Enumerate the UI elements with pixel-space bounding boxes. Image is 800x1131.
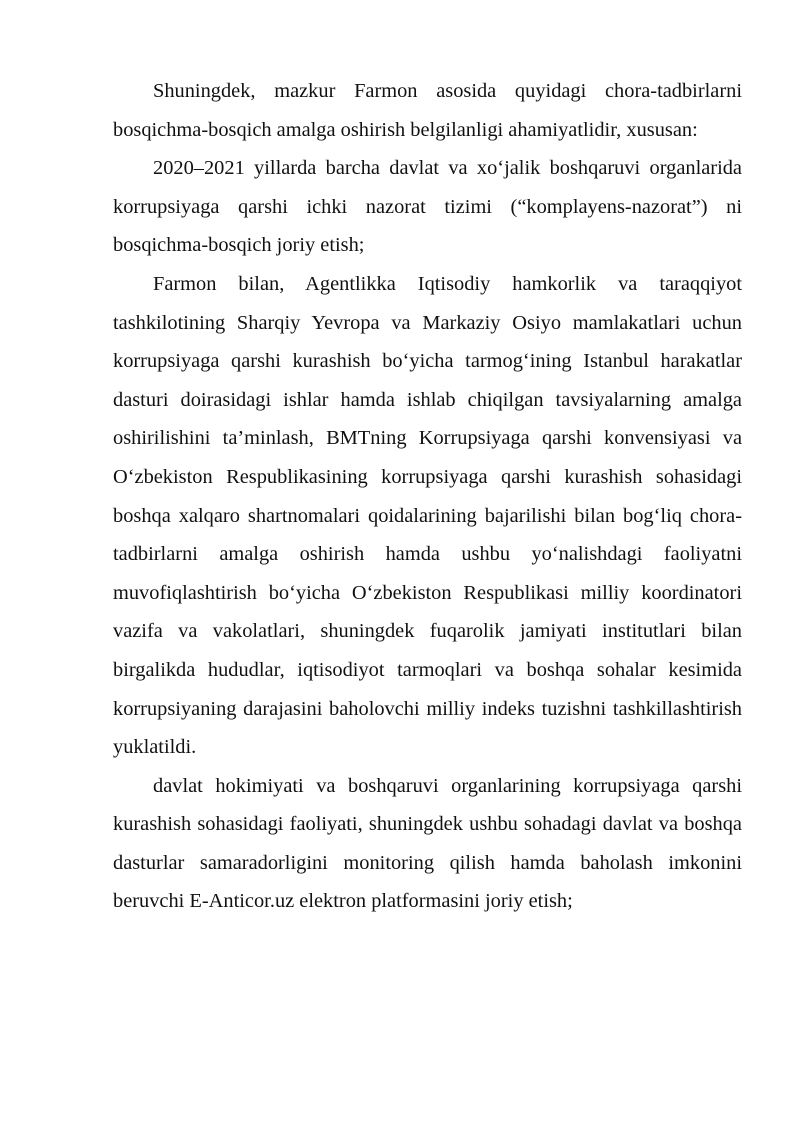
paragraph-e-anticor-platform: davlat hokimiyati va boshqaruvi organlarining korrupsiyaga qarshi kurashish sohasidagi faoliyati, shuningdek ushbu sohadagi davlat va boshqa dasturlar samaradorligini monitoring qilish hamda baholash imkonini beruvchi E-Anticor.uz elektron platformasini joriy etish; (113, 774, 742, 913)
paragraph-agency-duties: Farmon bilan, Agentlikka Iqtisodiy hamkorlik va taraqqiyot tashkilotining Sharqiy Yevropa va Markaziy Osiyo mamlakatlari uchun korrupsiyaga qarshi kurashish bo‘yicha tarmog‘ining Istanbul harakatlar dasturi doirasidagi ishlar hamda ishlab chiqilgan tavsiyalarning amalga oshirilishini ta’minlash, BMTning Korrupsiyaga qarshi konvensiyasi va O‘zbekiston Respublikasining korrupsiyaga qarshi kurashish sohasidagi boshqa xalqaro shartnomalari qoidalarining bajarilishi bilan bog‘liq chora-tadbirlarni amalga oshirish hamda ushbu yo‘nalishdagi faoliyatni muvofiqlashtirish bo‘yicha O‘zbekiston Respublikasi milliy koordinatori vazifa va vakolatlari, shuningdek fuqarolik jamiyati institutlari bilan birgalikda hududlar, iqtisodiyot tarmoqlari va boshqa sohalar kesimida korrupsiyaning darajasini baholovchi milliy indeks tuzishni tashkillashtirish yuklatildi. (113, 272, 742, 759)
paragraph-intro: Shuningdek, mazkur Farmon asosida quyidagi chora-tadbirlarni bosqichma-bosqich amalga oshirish belgilanligi ahamiyatlidir, xususan: (113, 80, 742, 141)
document-page (113, 72, 742, 921)
paragraph-compliance-control: 2020–2021 yillarda barcha davlat va xo‘jalik boshqaruvi organlarida korrupsiyaga qarshi ichki nazorat tizimi (“komplayens-nazorat”) ni bosqichma-bosqich joriy etish; (113, 157, 742, 257)
